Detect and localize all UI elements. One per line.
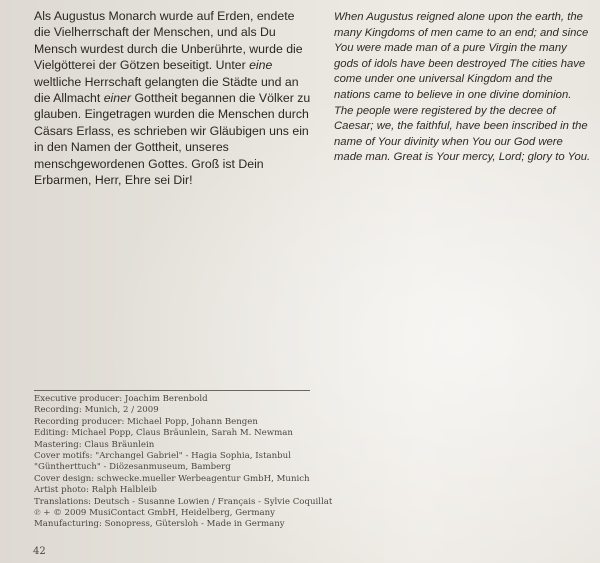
credit-line: Artist photo: Ralph Halbleib xyxy=(34,485,157,496)
german-emphasis-einer: einer xyxy=(103,91,132,106)
credit-line: Mastering: Claus Bräunlein xyxy=(34,439,155,450)
credit-line: Recording: Munich, 2 / 2009 xyxy=(34,405,159,416)
german-text-part-2: weltliche Herrschaft gelangten die Städte und an die Allmacht xyxy=(34,74,299,106)
german-emphasis-eine: eine xyxy=(249,58,273,73)
german-text-column xyxy=(34,8,314,188)
credit-line: Recording producer: Michael Popp, Johann Bengen xyxy=(34,416,258,427)
page-number: 42 xyxy=(33,546,46,557)
credit-line: Editing: Michael Popp, Claus Bräunlein, Sarah M. Newman xyxy=(34,428,293,439)
english-text-column: When Augustus reigned alone upon the earth, the many Kingdoms of men came to an end; and since You were made man of a pure Virgin the many gods of idols have been destroyed The cities have come under one universal Kingdom and the nations came to believe in one divine dominion. The people were registered by the decree of Caesar; we, the faithful, have been inscribed in the name of Your divinity when You our God were made man. Great is Your mercy, Lord; glory to You. xyxy=(334,11,591,164)
credit-line: Translations: Deutsch - Susanne Lowien / Français - Sylvie Coquillat xyxy=(34,496,333,507)
credit-line: Cover design: schwecke.mueller Werbeagentur GmbH, Munich xyxy=(34,473,310,484)
german-text-part-1: Als Augustus Monarch wurde auf Erden, endete die Vielherrschaft der Menschen, und als Du Mensch wurdest durch die Unberührte, wurde die Vielgötterei der Götzen beseitigt. Unter xyxy=(34,9,303,73)
credits-list xyxy=(34,394,334,531)
credit-line: Cover motifs: "Archangel Gabriel" - Hagia Sophia, Istanbul xyxy=(34,451,291,462)
credit-line: Executive producer: Joachim Berenbold xyxy=(34,394,208,404)
credits-divider xyxy=(34,390,310,391)
german-text-part-3: Gottheit begannen die Völker zu glauben. Eingetragen wurden die Menschen durch Cäsars Erlass, es schrieben wir Gläubigen uns ein in den Namen der Gottheit, unseres menschgewordenen Gottes. Groß ist Dein Erbarmen, Herr, Ehre sei Dir! xyxy=(34,91,311,188)
credit-line: "Güntherttuch" - Diözesanmuseum, Bamberg xyxy=(34,462,231,473)
credit-line: ℗ + © 2009 MusiContact GmbH, Heidelberg, Germany xyxy=(34,508,275,519)
credit-line: Manufacturing: Sonopress, Gütersloh - Made in Germany xyxy=(34,519,285,530)
